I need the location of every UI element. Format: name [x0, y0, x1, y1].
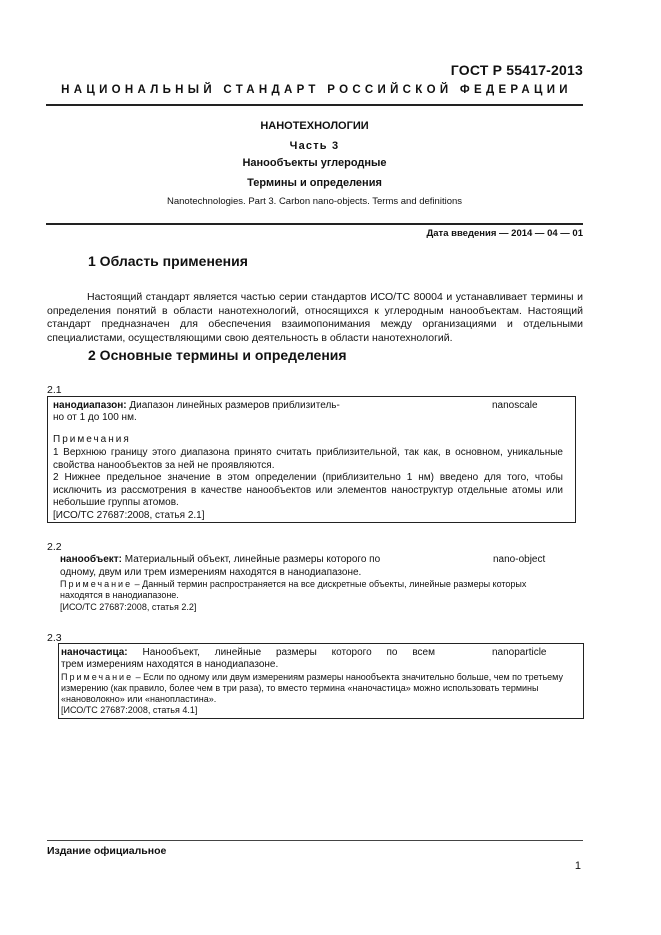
introduction-date: Дата введения — 2014 — 04 — 01: [426, 228, 583, 239]
standard-subtitle: Нанообъекты углеродные: [242, 157, 387, 169]
section-2-heading: 2 Основные термины и определения: [88, 347, 347, 363]
official-edition: Издание официальное: [47, 845, 167, 857]
term-definition-rest: но от 1 до 100 нм.: [53, 412, 137, 423]
term-definition-first-line: [60, 554, 380, 567]
term-entry-nanoscale: [47, 396, 576, 523]
term-note: [61, 672, 577, 705]
footer-rule: [47, 840, 583, 841]
term-definition-rest: трем измерениям находятся в нанодиапазоне.: [61, 659, 279, 670]
page-number: 1: [574, 860, 581, 872]
standard-subtitle-2: Термины и определения: [247, 177, 382, 189]
term-number: 2.2: [47, 541, 62, 553]
term-name: наночастица:: [61, 647, 128, 658]
term-number: 2.1: [47, 384, 62, 396]
term-name: нанодиапазон:: [53, 400, 127, 411]
term-entry-nanoparticle: [58, 643, 584, 719]
section-1-text: Настоящий стандарт является частью серии стандартов ИСО/ТС 80004 и устанавливает термины и определения понятий в области нанотехнологий, относящихся к углеродным нанообъектам. Настоящий стандарт предназначен для обеспечения взаимопонимания между организациями и отдельными специалистами, осуществляющими свою деятельность в области нанотехнологий.: [47, 291, 583, 345]
date-rule: [46, 223, 583, 225]
standard-title: НАНОТЕХНОЛОГИИ: [260, 120, 369, 132]
term-definition: Материальный объект, линейные размеры которого по: [124, 554, 381, 565]
document-number: ГОСТ Р 55417-2013: [450, 62, 583, 78]
term-english: nanoscale: [492, 400, 538, 411]
note-label: Примечание: [61, 672, 134, 682]
note-1: 1 Верхнюю границу этого диапазона принято считать приблизительной, так как, в основном, уникальные свойства нанообъектов за ней не проявляются.: [53, 447, 563, 471]
term-source: [ИСО/ТС 27687:2008, статья 4.1]: [61, 705, 198, 715]
term-definition-first-line: [61, 647, 435, 660]
standard-part: Часть 3: [289, 140, 340, 152]
term-definition: Диапазон линейных размеров приблизитель-: [129, 400, 340, 411]
notes-label: Примечания: [53, 434, 131, 445]
note-text: – Данный термин распространяется на все дискретные объекты, линейные размеры которых находятся в нанодиапазоне.: [60, 579, 527, 600]
note-label: Примечание: [60, 579, 133, 589]
section-1-heading: 1 Область применения: [88, 253, 248, 269]
term-english: nano-object: [493, 554, 546, 565]
term-definition: Нанообъект, линейные размеры которого по всем: [142, 647, 435, 658]
term-english: nanoparticle: [492, 647, 547, 658]
header-rule: [46, 104, 583, 106]
national-standard-title: НАЦИОНАЛЬНЫЙ СТАНДАРТ РОССИЙСКОЙ ФЕДЕРАЦИИ: [61, 84, 572, 96]
term-definition-rest: одному, двум или трем измерениям находятся в нанодиапазоне.: [60, 567, 362, 578]
note-2: 2 Нижнее предельное значение в этом определении (приблизительно 1 нм) введено для того, чтобы исключить из рассмотрения в качестве нанообъектов или элементов наноструктур отдельные атомы или небольшие группы атомов.: [53, 472, 563, 508]
english-title: Nanotechnologies. Part 3. Carbon nano-objects. Terms and definitions: [166, 196, 463, 207]
term-name: нанообъект:: [60, 554, 122, 565]
note-text: – Если по одному или двум измерениям размеры нанообъекта значительно больше, чем по третьему измерению (как правило, более чем в три раза), то вместо термина «наночастица» можно использовать термины «нановолокно» или «нанопластина».: [61, 672, 563, 704]
term-number: 2.3: [47, 632, 62, 644]
term-definition-first-line: [53, 400, 388, 413]
term-source: [ИСО/ТС 27687:2008, статья 2.2]: [60, 602, 197, 612]
term-note: [60, 579, 565, 601]
term-source: [ИСО/ТС 27687:2008, статья 2.1]: [53, 510, 205, 521]
